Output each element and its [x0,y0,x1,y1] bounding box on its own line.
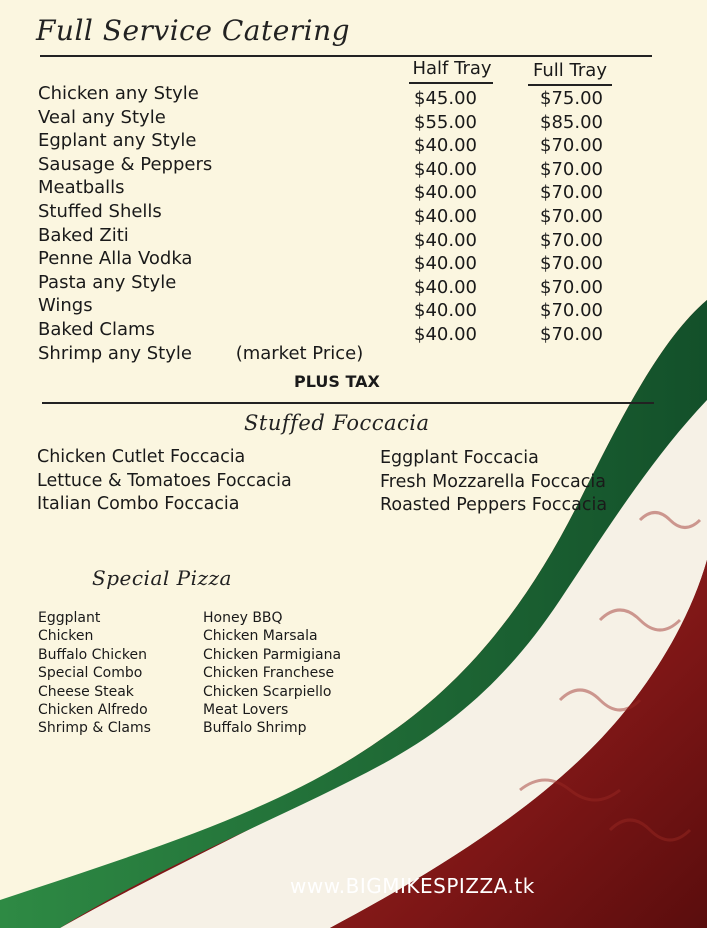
catering-item: Baked Clams [38,318,155,340]
full-tray-price: $70.00 [540,229,603,251]
full-tray-price: $70.00 [540,158,603,180]
foccacia-item: Italian Combo Foccacia [37,494,240,514]
pizza-item: Chicken Alfredo [38,701,148,718]
pizza-item: Shrimp & Clams [38,720,151,737]
half-tray-price: $40.00 [414,158,477,180]
section-divider-rule [42,402,654,404]
pizza-item: Buffalo Shrimp [203,720,307,737]
half-tray-price: $45.00 [414,88,477,109]
pizza-item: Chicken Marsala [203,628,318,645]
pizza-item: Chicken Parmigiana [203,646,342,663]
foccacia-item: Chicken Cutlet Foccacia [37,447,246,467]
pizza-item: Special Combo [38,665,143,682]
foccacia-item: Roasted Peppers Foccacia [380,495,608,515]
half-tray-price: $40.00 [414,205,477,227]
catering-item: Egplant any Style [38,130,197,152]
website-url[interactable]: www.BIGMIKESPIZZA.tk [290,874,535,898]
foccacia-item: Eggplant Foccacia [380,448,539,468]
foccacia-left-column [37,446,292,517]
half-tray-price: $40.00 [414,323,477,345]
half-tray-prices [414,87,504,347]
full-tray-price: $85.00 [540,111,603,133]
pizza-item: Chicken Scarpiello [203,683,332,700]
market-price-note: (market Price) [235,342,364,364]
full-tray-price: $70.00 [540,182,603,204]
pizza-left-column [38,609,151,738]
foccacia-item: Fresh Mozzarella Foccacia [380,471,606,492]
full-tray-price: $70.00 [540,205,603,227]
half-tray-underline [409,82,493,84]
full-tray-price: $70.00 [540,276,603,298]
pizza-item: Meat Lovers [203,701,289,718]
full-tray-underline [528,84,612,86]
half-tray-price: $55.00 [414,111,477,133]
foccacia-item: Lettuce & Tomatoes Foccacia [37,470,292,491]
catering-item-shrimp [38,342,363,366]
full-tray-prices [540,87,630,347]
pizza-right-column [203,609,341,738]
pizza-item: Chicken [38,628,94,645]
half-tray-price: $40.00 [414,253,477,275]
catering-item: Pasta any Style [38,271,177,293]
foccacia-right-column [380,447,607,518]
catering-item: Meatballs [38,177,125,199]
catering-item: Sausage & Peppers [38,153,213,175]
half-tray-price: $40.00 [414,276,477,298]
pizza-item: Buffalo Chicken [38,646,147,663]
full-tray-price: $70.00 [540,323,603,345]
catering-item: Veal any Style [38,106,166,128]
full-tray-price: $75.00 [540,88,603,109]
pizza-title: Special Pizza [92,566,232,590]
catering-item: Chicken any Style [38,83,199,104]
full-tray-header: Full Tray [533,60,607,81]
catering-item: Baked Ziti [38,224,129,246]
pizza-item: Eggplant [38,610,101,626]
half-tray-header: Half Tray [412,58,492,79]
catering-item: Stuffed Shells [38,200,162,222]
pizza-item: Cheese Steak [38,683,134,700]
half-tray-price: $40.00 [414,229,477,251]
half-tray-price: $40.00 [414,135,477,157]
half-tray-price: $40.00 [414,300,477,322]
plus-tax-label: PLUS TAX [294,372,380,391]
shrimp-item-name: Shrimp any Style [38,342,192,364]
foccacia-title: Stuffed Foccacia [244,411,430,435]
full-tray-price: $70.00 [540,300,603,322]
catering-title: Full Service Catering [36,14,351,47]
pizza-item: Honey BBQ [203,610,283,626]
catering-item: Wings [38,295,93,317]
catering-item: Penne Alla Vodka [38,248,193,270]
pizza-item: Chicken Franchese [203,665,335,682]
catering-item-list [38,82,363,365]
catering-title-rule [40,55,652,57]
full-tray-price: $70.00 [540,253,603,275]
half-tray-price: $40.00 [414,182,477,204]
full-tray-price: $70.00 [540,135,603,157]
